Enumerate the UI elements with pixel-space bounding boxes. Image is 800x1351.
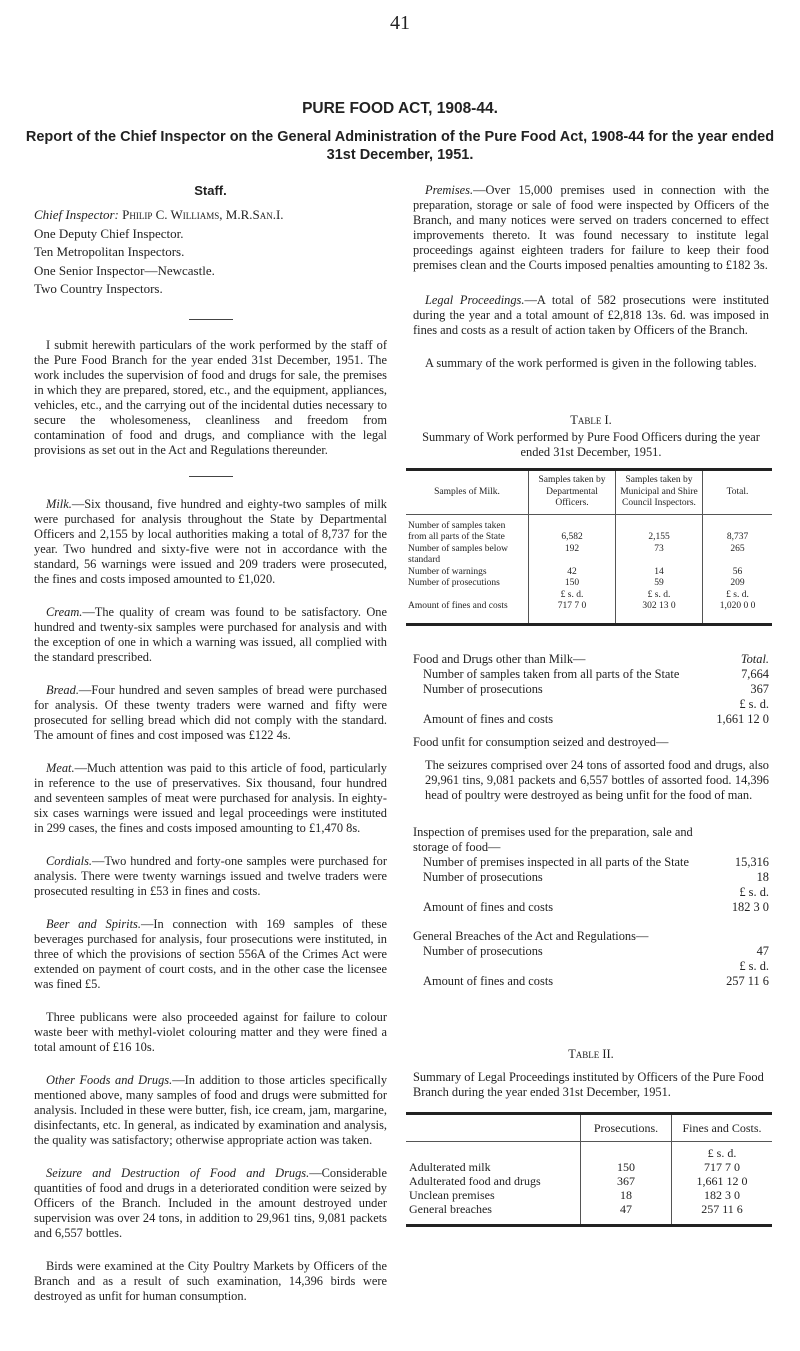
table-header: Samples taken by Municipal and Shire Council Inspectors. (616, 470, 703, 515)
table-cell: 192 (529, 544, 616, 567)
table-cell: Adulterated food and drugs (409, 1173, 541, 1188)
staff-line: Ten Metropolitan Inspectors. (34, 244, 185, 259)
table-cell: 182 3 0 (672, 1188, 773, 1202)
table-header: Prosecutions. (581, 1113, 672, 1141)
birds-paragraph: Birds were examined at the City Poultry Markets by Officers of the Branch and as a result of such examination, 14,396 birds were destroyed as unfit for human consumption. (34, 1258, 387, 1303)
table-cell: 59 (616, 578, 703, 590)
table-cell: 150 (529, 578, 616, 590)
table-header: Fines and Costs. (672, 1113, 773, 1141)
total-label: Total. (740, 651, 769, 666)
legal-paragraph: Legal Proceedings.—A total of 582 prosecutions were instituted during the year and a total amount of £2,818 13s. 6d. was imposed in fines and costs as a result of action taken by Officers of the Branch. (413, 293, 769, 337)
table-cell: 209 (703, 578, 773, 590)
stat-row: Amount of fines and costs 1,661 12 0 (423, 711, 769, 726)
table-header (406, 1113, 581, 1141)
bread-paragraph: Bread.—Four hundred and seven samples of bread were purchased for analysis. Of these twenty traders were warned and fifty were prosecuted for selling bread which did not comply with the standard. The amount of fines and cost imposed was £122 4s. (34, 682, 387, 742)
table-cell: General breaches (409, 1201, 492, 1216)
premises-heading: Inspection of premises used for the preparation, sale and storage of food— (413, 824, 693, 854)
table-cell: Number of warnings (408, 566, 487, 577)
cream-paragraph: Cream.—The quality of cream was found to be satisfactory. One hundred and twenty-six samples were purchased for analysis and with the exception of one in which a warning was issued, all complied with the standard prescribed. (34, 604, 387, 664)
stat-row: Number of prosecutions 47 (423, 943, 769, 958)
table-cell: 6,582 (529, 514, 616, 544)
stat-row: Number of prosecutions 18 (423, 869, 769, 884)
table-cell: 8,737 (703, 514, 773, 544)
stat-row: £ s. d. (739, 958, 769, 973)
table-cell: 1,020 0 0 (703, 601, 773, 624)
stat-row: Amount of fines and costs 182 3 0 (423, 899, 769, 914)
food-drugs-section (413, 652, 769, 803)
premises-paragraph: Premises.—Over 15,000 premises used in connection with the preparation, storage or sale of food were inspected by Officers of the Branch, and many notices were served on traders concerned to effect improvements thereto. It was found necessary to institute legal proceedings against eighteen traders for failure to keep their food premises clean and the Courts imposed penalties amounting to £182 3s. (413, 183, 769, 272)
breaches-section (413, 929, 769, 989)
stat-row: Number of prosecutions 367 (423, 681, 769, 696)
table-cell: Adulterated milk (409, 1159, 491, 1174)
summary-paragraph: A summary of the work performed is given in the following tables. (425, 356, 757, 370)
publicans-paragraph: Three publicans were also proceeded against for failure to colour waste beer with methyl-violet colouring matter and they were fined a total amount of £16 10s. (34, 1009, 387, 1054)
unfit-heading: Food unfit for consumption seized and destroyed— (413, 734, 669, 749)
table-cell: 717 7 0 (672, 1160, 773, 1174)
table1-caption: Summary of Work performed by Pure Food Officers during the year ended 31st December, 1951. (422, 430, 760, 459)
table-cell: Unclean premises (409, 1187, 495, 1202)
page-number: 41 (390, 12, 410, 34)
table-cell: £ s. d. (672, 1141, 773, 1160)
table-cell: £ s. d. (529, 590, 616, 602)
table-header: Total. (703, 470, 773, 515)
stat-row: Amount of fines and costs 257 11 6 (423, 973, 769, 988)
table-cell: Number of samples taken from all parts of the State (408, 520, 506, 542)
staff-list (34, 206, 387, 299)
report-title: Report of the Chief Inspector on the General Administration of the Pure Food Act, 1908-44 for the year ended 31st December, 1951. (25, 129, 775, 163)
breaches-heading: General Breaches of the Act and Regulations— (413, 928, 649, 943)
food-drugs-heading: Food and Drugs other than Milk— (413, 651, 586, 666)
legal-table (406, 1112, 772, 1227)
staff-line: One Senior Inspector—Newcastle. (34, 262, 215, 278)
milk-table (406, 468, 772, 626)
premises-section (413, 825, 769, 915)
table-cell (406, 590, 529, 602)
seizure-paragraph: Seizure and Destruction of Food and Drugs.—Considerable quantities of food and drugs in a deteriorated condition were seized by Officers of the Branch. Included in the amount destroyed under supervision was over 24 tons, in addition to 29,961 tins, 9,081 packets and 6,557 bottles. (34, 1165, 387, 1240)
divider (189, 319, 233, 320)
staff-line: Two Country Inspectors. (34, 281, 163, 296)
table-cell: 717 7 0 (529, 601, 616, 624)
table1-label: Table I. (570, 413, 612, 427)
act-title: PURE FOOD ACT, 1908-44. (302, 100, 498, 117)
table-cell: 302 13 0 (616, 601, 703, 624)
table-cell: 1,661 12 0 (672, 1174, 773, 1188)
table-cell: Amount of fines and costs (408, 601, 508, 611)
table-cell: 56 (703, 567, 773, 579)
table-cell: 367 (581, 1174, 672, 1188)
beer-spirits-paragraph: Beer and Spirits.—In connection with 169 samples of these beverages purchased for analysis, four prosecutions were instituted, in three of which the provisions of section 556A of the Crimes Act were extended on payment of court costs, and in the other case the licensee was fined £5. (34, 916, 387, 991)
table-cell: 2,155 (616, 514, 703, 544)
meat-paragraph: Meat.—Much attention was paid to this article of food, particularly in reference to the use of preservatives. Six thousand, four hundred and seventeen samples of meat were purchased for analysis. In eighty-six cases warnings were issued and legal proceedings were instituted in 299 cases, the fines and costs imposed amounting to £1,470 8s. (34, 760, 387, 835)
table-cell: £ s. d. (703, 590, 773, 602)
unfit-text: The seizures comprised over 24 tons of assorted food and drugs, also 29,961 tins, 9,081 packets and 6,557 bottles of assorted food. 14,396 head of poultry were destroyed as being unfit for the food of man. (425, 757, 769, 802)
table-header: Samples of Milk. (434, 486, 500, 497)
table-cell: £ s. d. (616, 590, 703, 602)
milk-paragraph: Milk.—Six thousand, five hundred and eighty-two samples of milk were purchased for analysis throughout the State by Departmental Officers and 2,155 by local authorities making a total of 8,737 for the year. Two hundred and sixty-five were not in accordance with the standard, 56 warnings were issued and 209 traders were prosecuted, the fines and costs imposed amounted to £1,020. (34, 496, 387, 586)
stat-row: £ s. d. (739, 884, 769, 899)
cordials-paragraph: Cordials.—Two hundred and forty-one samples were purchased for analysis. There were twenty warnings issued and twelve traders were prosecuted resulting in £53 in fines and costs. (34, 853, 387, 898)
other-foods-paragraph: Other Foods and Drugs.—In addition to those articles specifically mentioned above, many samples of food and drugs were submitted for analysis. Included in these were butter, fish, ice cream, jam, margarine, disinfectants, etc. In general, as indicated by examination and analysis, the quality was satisfactory; otherwise appropriate action was taken. (34, 1072, 388, 1147)
stat-row: £ s. d. (739, 696, 769, 711)
staff-heading: Staff. (194, 183, 227, 198)
table2-label: Table II. (568, 1046, 614, 1061)
table-header: Samples taken by Departmental Officers. (529, 470, 616, 515)
table-cell: Number of prosecutions (408, 578, 500, 588)
table-cell: 150 (581, 1160, 672, 1174)
table-cell: Number of samples below standard (408, 543, 508, 565)
stat-row: Number of premises inspected in all parts of the State 15,316 (423, 854, 769, 869)
table-cell: 47 (581, 1202, 672, 1226)
table-cell: 14 (616, 567, 703, 579)
right-column (408, 183, 769, 1227)
table2-caption: Summary of Legal Proceedings instituted by Officers of the Pure Food Branch during the year ended 31st December, 1951. (413, 1069, 764, 1099)
table-cell: 42 (529, 567, 616, 579)
table-cell: 257 11 6 (672, 1202, 773, 1226)
staff-line: One Deputy Chief Inspector. (34, 225, 184, 241)
intro-paragraph: I submit herewith particulars of the work performed by the staff of the Pure Food Branch for the year ended 31st December, 1951. The work includes the supervision of food and drugs for sale, the premises in which they are prepared, stored, etc., and the equipment, appliances, vehicles, etc., and the carrying out of the incidental duties necessary to secure the wholesomeness, cleanliness and freedom from contamination of food and drugs, and compliance with the legal provisions as set out in the Act and Regulations thereunder. (34, 337, 387, 457)
table-cell: 265 (703, 544, 773, 567)
left-column (34, 183, 387, 1304)
stat-row: Number of samples taken from all parts of the State 7,664 (423, 666, 769, 681)
chief-inspector: Chief Inspector: Philip C. Williams, M.R.San.I. (34, 207, 284, 222)
table-cell: 18 (581, 1188, 672, 1202)
table-cell: 73 (616, 544, 703, 567)
divider (189, 476, 233, 477)
